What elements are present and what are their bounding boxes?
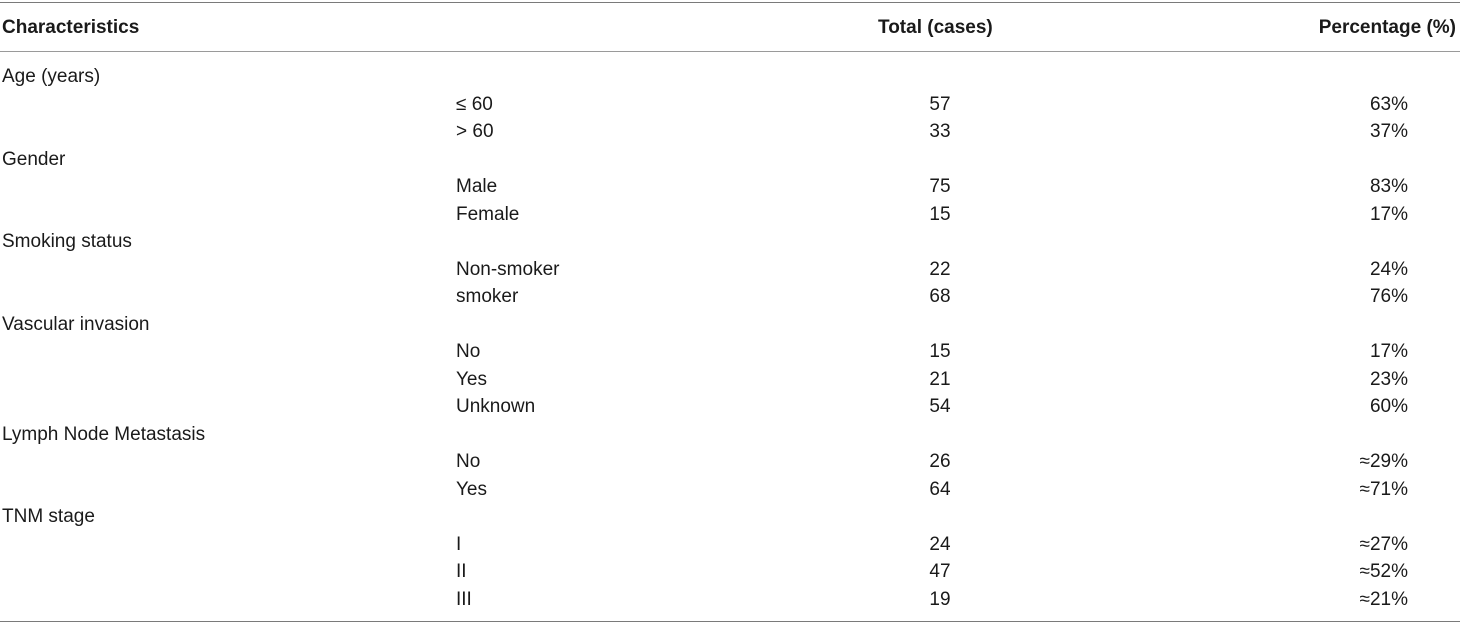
row-label: No: [456, 451, 481, 472]
table-row: [0, 558, 1460, 586]
row-label: Female: [456, 203, 520, 225]
category-label: TNM stage: [2, 506, 95, 527]
table-row: [0, 118, 1460, 146]
header-percentage: Percentage (%): [1318, 17, 1456, 38]
row-label: II: [456, 561, 467, 582]
table-body: [0, 63, 1460, 613]
percentage-cell: 37%: [1369, 121, 1408, 142]
table-row: [0, 256, 1460, 284]
total-cases-cell: 15: [929, 203, 951, 225]
total-cases-cell: 54: [929, 396, 951, 417]
header-total: Total (cases): [878, 17, 993, 38]
category-row: [0, 146, 1460, 174]
category-label: Age (years): [2, 66, 101, 87]
total-cases-cell: 24: [929, 533, 951, 555]
category-label: Gender: [2, 148, 66, 170]
table-row: [0, 283, 1460, 311]
row-label: > 60: [456, 121, 494, 142]
percentage-cell: 76%: [1369, 286, 1408, 307]
category-row: [0, 63, 1460, 91]
total-cases-cell: 21: [929, 368, 951, 390]
percentage-cell: ≈71%: [1359, 478, 1408, 500]
total-cases-cell: 64: [929, 478, 951, 500]
row-label: Non-smoker: [456, 258, 560, 280]
percentage-cell: 60%: [1369, 396, 1408, 417]
total-cases-cell: 75: [929, 176, 951, 197]
table-row: [0, 201, 1460, 229]
category-label: Vascular invasion: [2, 313, 150, 335]
row-label: I: [456, 533, 462, 555]
table-row: [0, 586, 1460, 614]
row-label: smoker: [456, 286, 519, 307]
table-row: [0, 476, 1460, 504]
table-row: [0, 366, 1460, 394]
total-cases-cell: 22: [929, 258, 951, 280]
table-row: [0, 393, 1460, 421]
table-row: [0, 91, 1460, 119]
row-label: Yes: [456, 368, 487, 390]
row-label: ≤ 60: [456, 93, 493, 115]
total-cases-cell: 57: [929, 93, 951, 115]
percentage-cell: 17%: [1369, 341, 1408, 362]
percentage-cell: ≈27%: [1359, 533, 1408, 555]
table-bottom-rule: [0, 621, 1460, 622]
total-cases-cell: 33: [929, 121, 951, 142]
category-row: [0, 421, 1460, 449]
table-header-rule: [0, 51, 1460, 52]
percentage-cell: ≈29%: [1359, 451, 1408, 472]
row-label: III: [456, 588, 472, 610]
table-top-rule: [0, 2, 1460, 3]
percentage-cell: ≈52%: [1359, 561, 1408, 582]
total-cases-cell: 47: [929, 561, 951, 582]
percentage-cell: ≈21%: [1359, 588, 1408, 610]
row-label: Unknown: [456, 396, 536, 417]
category-row: [0, 311, 1460, 339]
percentage-cell: 63%: [1369, 93, 1408, 115]
category-label: Lymph Node Metastasis: [2, 423, 206, 445]
row-label: No: [456, 341, 481, 362]
percentage-cell: 83%: [1369, 176, 1408, 197]
total-cases-cell: 15: [929, 341, 951, 362]
table-row: [0, 338, 1460, 366]
category-row: [0, 228, 1460, 256]
table-row: [0, 448, 1460, 476]
total-cases-cell: 68: [929, 286, 951, 307]
total-cases-cell: 19: [929, 588, 951, 610]
table-row: [0, 531, 1460, 559]
row-label: Yes: [456, 478, 487, 500]
percentage-cell: 24%: [1369, 258, 1408, 280]
percentage-cell: 17%: [1369, 203, 1408, 225]
table-row: [0, 173, 1460, 201]
category-label: Smoking status: [2, 231, 132, 252]
total-cases-cell: 26: [929, 451, 951, 472]
percentage-cell: 23%: [1369, 368, 1408, 390]
row-label: Male: [456, 176, 498, 197]
category-row: [0, 503, 1460, 531]
header-characteristics: Characteristics: [2, 17, 140, 38]
